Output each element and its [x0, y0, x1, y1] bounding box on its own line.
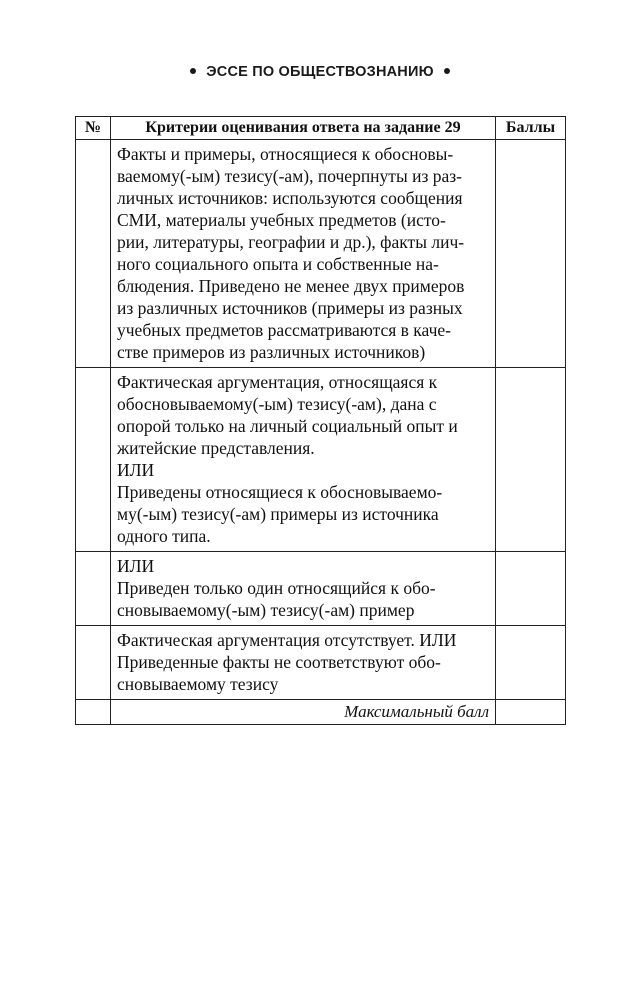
criteria-text-line: опорой только на личный социальный опыт и — [117, 416, 458, 436]
criteria-text-line: Приведены относящиеся к обосновываемо- — [117, 482, 443, 502]
criteria-cell — [111, 368, 496, 552]
table-header-row — [76, 117, 566, 140]
criteria-table — [75, 116, 566, 725]
section-title: ЭССЕ ПО ОБЩЕСТВОЗНАНИЮ — [206, 64, 434, 80]
criteria-text-line: Фактическая аргументация отсутствует. ИЛИ — [117, 630, 457, 650]
row-number-cell — [76, 140, 111, 368]
criteria-text-line: из различных источников (примеры из разных — [117, 298, 463, 318]
criteria-text-line: СМИ, материалы учебных предметов (исто- — [117, 210, 446, 230]
criteria-text-line: Приведенные факты не соответствуют обо- — [117, 652, 441, 672]
points-cell — [496, 626, 566, 700]
max-score-label: Максимальный балл — [111, 700, 496, 725]
criteria-text-line: стве примеров из различных источников) — [117, 342, 426, 362]
criteria-text-line: Факты и примеры, относящиеся к обосновы- — [117, 144, 454, 164]
criteria-table-body — [76, 140, 566, 700]
criteria-cell — [111, 626, 496, 700]
criteria-cell — [111, 552, 496, 626]
running-header — [0, 64, 640, 80]
criteria-text-line: Приведен только один относящийся к обо- — [117, 578, 436, 598]
criteria-text-line: ИЛИ — [117, 460, 155, 480]
criteria-text-line: ИЛИ — [117, 556, 155, 576]
criteria-text-line: ваемому(-ым) тезису(-ам), почерпнуты из раз- — [117, 166, 462, 186]
bullet-icon — [190, 68, 196, 74]
column-header-criteria: Критерии оценивания ответа на задание 29 — [111, 117, 496, 140]
points-cell — [496, 140, 566, 368]
criteria-text-line: учебных предметов рассматриваются в каче- — [117, 320, 452, 340]
criteria-text-line: одного типа. — [117, 526, 211, 546]
column-header-points: Баллы — [496, 117, 566, 140]
criteria-text-line: житейские представления. — [117, 438, 315, 458]
max-score-row — [76, 700, 566, 725]
row-number-cell — [76, 368, 111, 552]
criteria-text-line: Фактическая аргументация, относящаяся к — [117, 372, 438, 392]
criteria-text-line: обосновываемому(-ым) тезису(-ам), дана с — [117, 394, 437, 414]
points-cell — [496, 552, 566, 626]
criteria-text-line: блюдения. Приведено не менее двух примеров — [117, 276, 465, 296]
table-row — [76, 368, 566, 552]
row-number-cell — [76, 552, 111, 626]
points-cell — [496, 368, 566, 552]
criteria-text-line: рии, литературы, географии и др.), факты лич- — [117, 232, 465, 252]
table-row — [76, 140, 566, 368]
criteria-text-line: личных источников: используются сообщения — [117, 188, 463, 208]
bullet-icon — [444, 68, 450, 74]
table-row — [76, 552, 566, 626]
criteria-text-line: ного социального опыта и собственные на- — [117, 254, 439, 274]
row-number-cell — [76, 626, 111, 700]
criteria-text-line: сновываемому(-ым) тезису(-ам) пример — [117, 600, 415, 620]
table-row — [76, 626, 566, 700]
max-score-points-cell — [496, 700, 566, 725]
criteria-text-line: сновываемому тезису — [117, 674, 279, 694]
criteria-cell — [111, 140, 496, 368]
criteria-text-line: му(-ым) тезису(-ам) примеры из источника — [117, 504, 439, 524]
max-score-number-cell — [76, 700, 111, 725]
column-header-number: № — [76, 117, 111, 140]
